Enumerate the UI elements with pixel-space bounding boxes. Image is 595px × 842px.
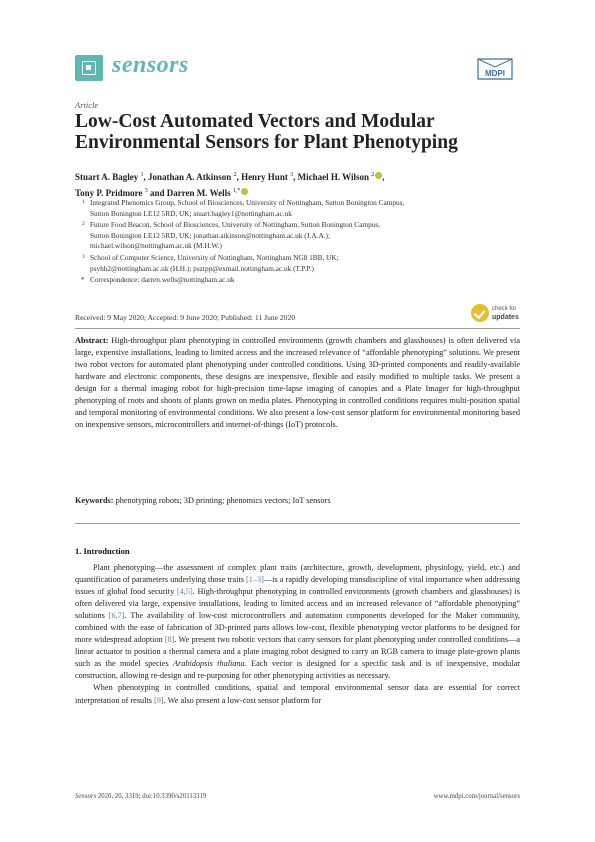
author-name: Darren M. Wells bbox=[166, 188, 231, 198]
citation-link[interactable]: [4,5] bbox=[176, 587, 193, 597]
divider bbox=[75, 328, 520, 329]
affiliation-2: 2 Future Food Beacon, School of Biosciences, University of Nottingham, Sutton Bonington Campus, Sutton Bonington LE12 5RD, UK; jonathan.atkinson@nottingham.ac.uk (J.A.A.); michael.wilson@nottingham.ac.uk (M.H.W.) bbox=[82, 220, 381, 251]
publication-dates: Received: 9 May 2020; Accepted: 9 June 2020; Published: 11 June 2020 bbox=[75, 313, 296, 322]
correspondence: * Correspondence: darren.wells@nottingham.ac.uk bbox=[81, 275, 235, 285]
citation-link[interactable]: [1–3] bbox=[246, 575, 264, 585]
section-heading: 1. Introduction bbox=[75, 546, 130, 556]
divider bbox=[75, 523, 520, 524]
citation-link[interactable]: [9] bbox=[154, 695, 164, 705]
mdpi-logo-icon bbox=[475, 56, 515, 82]
check-for-updates-button[interactable]: check for updates bbox=[471, 301, 521, 327]
author-name: Tony P. Pridmore bbox=[75, 188, 143, 198]
journal-name: sensors bbox=[112, 52, 189, 78]
author-affil: 3 bbox=[144, 188, 148, 194]
paper-title: Low-Cost Automated Vectors and Modular Environmental Sensors for Plant Phenotyping bbox=[75, 111, 458, 153]
keywords-text: phenotyping robots; 3D printing; phenomics vectors; IoT sensors bbox=[115, 496, 331, 505]
check-updates-icon bbox=[471, 304, 489, 322]
abstract-text: High-throughput plant phenotyping in controlled environments (growth chambers and glasshouses) is often delivered via large, expensive installations, leading to limited access and the increased relevance of “affordable phenotyping” solutions. We present two robot vectors for automated plant phenotyping under controlled conditions. Using 3D-printed components and readily-available hardware and electronic components, these designs are inexpensive, flexible and easily modified to multiple tasks. We present a design for a thermal imaging robot for high-precision time-lapse imaging of canopies and a Plate Imager for high-throughput phenotyping of roots and shoots of plants grown on media plates. Phenotyping in controlled conditions requires multi-position spatial and temporal monitoring of environmental conditions. We also present a low-cost sensor platform for environmental monitoring based on inexpensive sensors, microcontrollers and internet-of-things (IoT) protocols. bbox=[75, 336, 521, 430]
author-name: Stuart A. Bagley bbox=[75, 172, 139, 182]
orcid-icon[interactable] bbox=[375, 172, 382, 179]
author-affil: 3 bbox=[290, 172, 294, 178]
abstract bbox=[75, 335, 520, 431]
author-affil: 2 bbox=[371, 172, 375, 178]
species-name: Arabidopsis thaliana bbox=[173, 659, 245, 669]
author-affil: 2 bbox=[233, 172, 237, 178]
keywords-label: Keywords: bbox=[75, 496, 114, 505]
author-affil: 1,* bbox=[232, 188, 241, 194]
paragraph: Plant phenotyping—the assessment of complex plant traits (architecture, growth, development, physiology, yield, etc.) and quantification of parameters underlying those traits [1–3]—is a rapidly developing transdiscipline of vital importance when addressing issues of global food security [4,5]. High-throughput phenotyping in controlled environments (growth chambers and glasshouses) is often delivered via large, expensive installations, leading to limited access and an increased relevance of “affordable phenotyping” solutions [6,7]. The availability of low-cost microcontrollers and automation components developed for the Maker community, combined with the ease of fabrication of 3D-printed parts allows low-cost, flexible phenotyping vector platforms to be designed for more widespread adoption [8]. We present two robotic vectors that carry sensors for plant phenotyping under controlled conditions—a linear actuator to position a thermal camera and a plate imaging robot designed to carry an RGB camera to image plate-grown plants such as the model species Arabidopsis thaliana. Each vector is designed for a specific task and is of inexpensive, modular construction, allowing re-design and re-purposing for other phenotyping activities as necessary. bbox=[75, 563, 521, 681]
orcid-icon[interactable] bbox=[241, 188, 248, 195]
journal-logo-icon bbox=[75, 55, 103, 81]
affiliation-1: 1 Integrated Phenomics Group, School of Biosciences, University of Nottingham, Sutton Bonington Campus, Sutton Bonington LE12 5RD, UK; stuart.bagley1@nottingham.ac.uk bbox=[82, 198, 405, 218]
author-name: Michael H. Wilson bbox=[297, 172, 370, 182]
footer-url[interactable]: www.mdpi.com/journal/sensors bbox=[433, 793, 520, 800]
footer-citation: Sensors 2020, 20, 3319; doi:10.3390/s20113319 bbox=[75, 793, 207, 800]
publisher-label: MDPI bbox=[485, 69, 505, 78]
section-body bbox=[75, 562, 520, 707]
affiliations bbox=[75, 198, 520, 286]
author-name: Jonathan A. Atkinson bbox=[148, 172, 232, 182]
paragraph: When phenotyping in controlled conditions, spatial and temporal environmental sensor data are essential for correct interpretation of results [9]. We also present a low-cost sensor platform for bbox=[75, 683, 520, 705]
affiliation-3: 3 School of Computer Science, University of Nottingham, Nottingham NG8 1BB, UK; psyhh2@nottingham.ac.uk (H.H.); psztpp@exmail.nottingham.ac.uk (T.P.P.) bbox=[82, 252, 339, 273]
author-list: Stuart A. Bagley $^1$, Jonathan A. Atkinson $^2$, Henry Hunt $^3$, Michael H. Wilson $^2$ , Tony P. Pridmore $^3$ and Darren M. Wells $^{1,*}$ bbox=[75, 172, 385, 198]
author-name: Henry Hunt bbox=[241, 172, 288, 182]
author-affil: 1 bbox=[140, 172, 144, 178]
citation-link[interactable]: [8] bbox=[164, 635, 175, 645]
abstract-label: Abstract: bbox=[75, 336, 109, 345]
citation-link[interactable]: [6,7] bbox=[108, 611, 125, 621]
article-type: Article bbox=[75, 100, 99, 110]
keywords bbox=[75, 496, 520, 505]
